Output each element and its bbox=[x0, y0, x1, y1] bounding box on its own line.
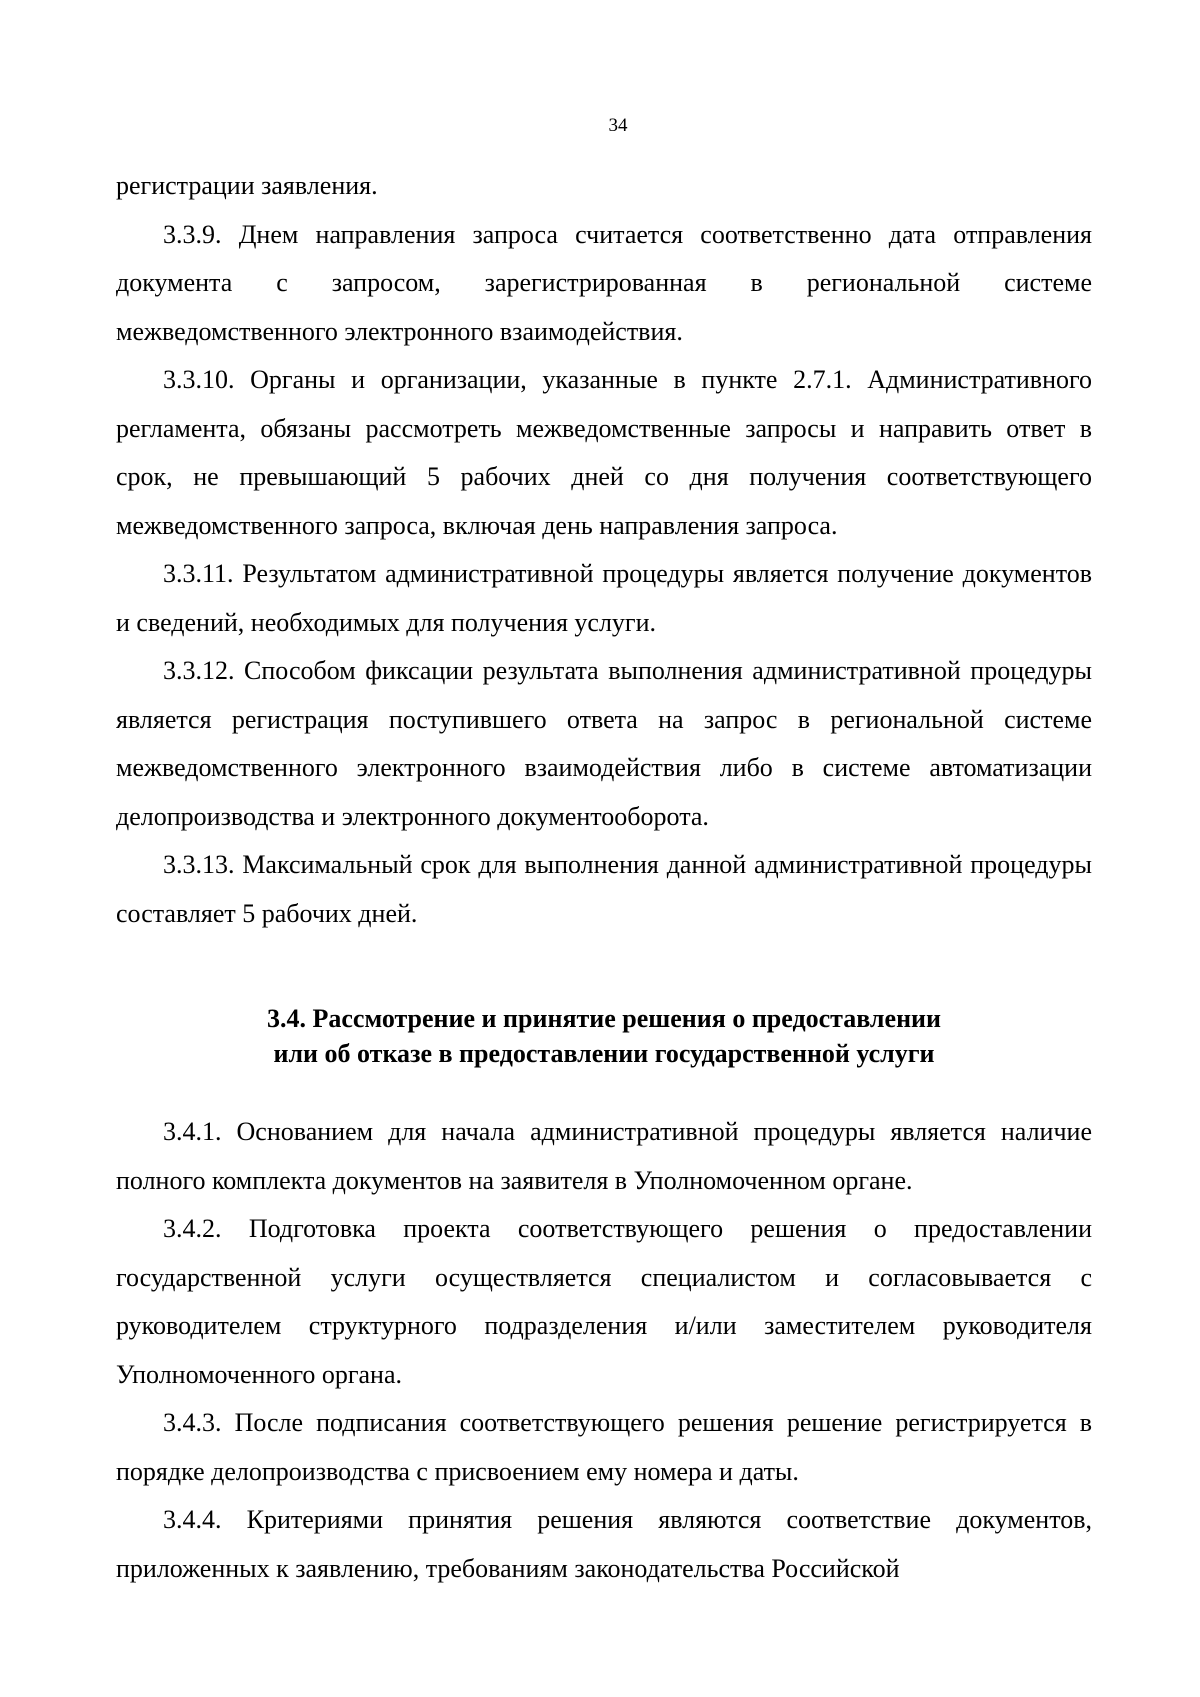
section-heading-3-4 bbox=[116, 1001, 1092, 1071]
body-text-bottom bbox=[116, 1108, 1092, 1593]
page-number: 34 bbox=[608, 115, 628, 136]
paragraph-3-3-12: 3.3.12. Способом фиксации результата выполнения административной процедуры является регистрация поступившего ответа на запрос в региональной системе межведомственного электронного взаимодействия либо в системе автоматизации делопроизводства и электронного документооборота. bbox=[116, 656, 1092, 831]
body-text-top bbox=[116, 162, 1092, 938]
paragraph-3-3-10: 3.3.10. Органы и организации, указанные в пункте 2.7.1. Административного регламента, обязаны рассмотреть межведомственные запросы и направить ответ в срок, не превышающий 5 рабочих дней со дня получения соответствующего межведомственного запроса, включая день направления запроса. bbox=[116, 365, 1092, 540]
paragraph-3-4-2: 3.4.2. Подготовка проекта соответствующего решения о предоставлении государственной услуги осуществляется специалистом и согласовывается с руководителем структурного подразделения и/или заместителем руководителя Уполномоченного органа. bbox=[116, 1214, 1092, 1389]
paragraph-continuation: регистрации заявления. bbox=[116, 171, 378, 200]
paragraph-3-3-13: 3.3.13. Максимальный срок для выполнения данной административной процедуры составляет 5 рабочих дней. bbox=[116, 850, 1092, 928]
paragraph-3-4-1: 3.4.1. Основанием для начала административной процедуры является наличие полного комплекта документов на заявителя в Уполномоченном органе. bbox=[116, 1117, 1092, 1195]
paragraph-3-3-11: 3.3.11. Результатом административной процедуры является получение документов и сведений, необходимых для получения услуги. bbox=[116, 559, 1092, 637]
section-heading-line-2: или об отказе в предоставлении государственной услуги bbox=[273, 1039, 935, 1068]
paragraph-3-4-4: 3.4.4. Критериями принятия решения являются соответствие документов, приложенных к заявлению, требованиям законодательства Российской bbox=[116, 1505, 1092, 1583]
paragraph-3-4-3: 3.4.3. После подписания соответствующего решения решение регистрируется в порядке делопроизводства с присвоением ему номера и даты. bbox=[116, 1408, 1092, 1486]
section-heading-line-1: 3.4. Рассмотрение и принятие решения о предоставлении bbox=[266, 1004, 942, 1033]
paragraph-3-3-9: 3.3.9. Днем направления запроса считается соответственно дата отправления документа с запросом, зарегистрированная в региональной системе межведомственного электронного взаимодействия. bbox=[116, 219, 1092, 346]
